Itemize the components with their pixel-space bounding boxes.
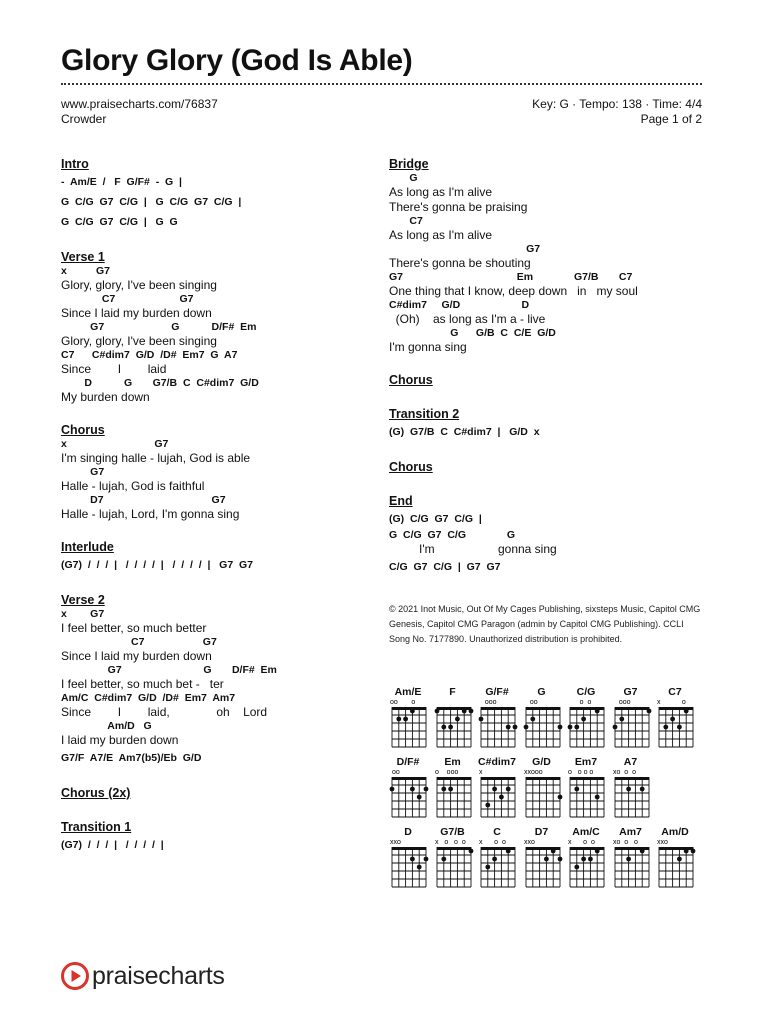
play-circle-icon <box>61 962 89 990</box>
section-verse-1 <box>61 249 381 422</box>
finger-dot <box>530 717 535 722</box>
open-muted-markers: x <box>479 769 483 776</box>
chord-line: x G7 <box>61 608 105 620</box>
section-title: Chorus <box>61 423 105 437</box>
finger-dot <box>468 849 473 854</box>
lyric-line: I feel better, so much better <box>61 621 207 635</box>
lyric-line: Since I laid, oh Lord <box>61 705 268 719</box>
chord-line: G7 G D/F# Em <box>61 664 277 676</box>
lyric-line: Since I laid my burden down <box>61 306 212 320</box>
section-title: Bridge <box>389 157 429 171</box>
chord-line: x G7 <box>61 438 169 450</box>
nut <box>392 707 426 710</box>
chord-diagram <box>656 686 696 754</box>
artist-name: Crowder <box>61 112 107 126</box>
fretboard <box>389 698 429 750</box>
lyric-line: One thing that I know, deep down in my soul <box>389 284 638 298</box>
fretboard <box>523 768 563 820</box>
nut <box>526 707 560 710</box>
chord-diagram-name: D <box>404 826 412 838</box>
nut <box>392 777 426 780</box>
open-muted-markers: oo <box>523 699 538 706</box>
chord-diagram-name: C7 <box>668 686 682 698</box>
chord-line: G C/G G7 C/G G <box>389 529 516 541</box>
lyric-line: Since I laid <box>61 362 167 376</box>
open-muted-markers: xo o o <box>612 839 638 846</box>
finger-dot <box>581 857 586 862</box>
chord-line: (G) C/G G7 C/G | <box>389 513 482 525</box>
open-muted-markers: x o o o <box>434 839 466 846</box>
chord-line: (G) G7/B C C#dim7 | G/D x <box>389 426 540 438</box>
chord-diagram-row <box>389 826 709 896</box>
finger-dot <box>506 849 511 854</box>
chord-diagram-name: G/D <box>532 756 551 768</box>
finger-dot <box>441 725 446 730</box>
open-muted-markers: o ooo <box>434 769 458 776</box>
finger-dot <box>544 857 549 862</box>
finger-dot <box>574 865 579 870</box>
open-muted-markers: xxooo <box>523 769 543 776</box>
finger-dot <box>417 865 422 870</box>
finger-dot <box>691 849 696 854</box>
chord-diagram <box>612 826 652 894</box>
finger-dot <box>677 857 682 862</box>
finger-dot <box>424 857 429 862</box>
chord-diagram <box>389 756 429 824</box>
fretboard <box>389 768 429 820</box>
section-title: Chorus <box>389 460 433 474</box>
finger-dot <box>448 787 453 792</box>
chord-line: (G7) / / / | / / / / | <box>61 839 164 851</box>
finger-dot <box>523 725 528 730</box>
section-title: Transition 1 <box>61 820 132 834</box>
chord-diagram <box>523 686 563 754</box>
open-muted-markers: xxo <box>523 839 535 846</box>
open-muted-markers: x o o <box>568 839 595 846</box>
chord-diagram <box>612 686 652 754</box>
lyric-line: Glory, glory, I've been singing <box>61 278 217 292</box>
finger-dot <box>396 717 401 722</box>
chord-diagram <box>612 756 652 824</box>
chord-diagram-name: Em7 <box>574 756 598 768</box>
finger-dot <box>557 795 562 800</box>
lyric-line: I feel better, so much bet - ter <box>61 677 224 691</box>
brand-name: praisecharts <box>92 962 225 990</box>
chord-diagram-name: C#dim7 <box>478 756 516 768</box>
section-intro <box>61 156 381 249</box>
chord-diagram-name: Am7 <box>619 826 642 838</box>
section-title: Interlude <box>61 540 114 554</box>
open-muted-markers: o o <box>568 699 592 706</box>
chord-diagram <box>523 756 563 824</box>
chord-line: C/G G7 C/G | G7 G7 <box>389 561 501 573</box>
fretboard <box>478 768 518 820</box>
fretboard <box>478 698 518 750</box>
finger-dot <box>595 849 600 854</box>
chord-diagram-name: D7 <box>534 826 549 838</box>
chord-diagram-name: F <box>449 686 456 698</box>
finger-dot <box>626 857 631 862</box>
finger-dot <box>390 787 395 792</box>
fretboard <box>612 698 652 750</box>
finger-dot <box>550 849 555 854</box>
lyric-line: I laid my burden down <box>61 733 179 747</box>
page-number: Page 1 of 2 <box>640 112 702 126</box>
chord-diagram <box>389 826 429 894</box>
chord-diagram <box>389 686 429 754</box>
nut <box>526 777 560 780</box>
chord-diagram-name: Em <box>444 756 461 768</box>
chord-line: C7 C#dim7 G/D /D# Em7 G A7 <box>61 349 238 361</box>
chord-diagram <box>656 826 696 894</box>
finger-dot <box>492 787 497 792</box>
finger-dot <box>639 787 644 792</box>
lyric-line: My burden down <box>61 390 150 404</box>
finger-dot <box>581 717 586 722</box>
fretboard <box>478 838 518 890</box>
finger-dot <box>612 725 617 730</box>
chord-line: G <box>389 172 418 184</box>
chord-diagram-name: Am/E <box>394 686 422 698</box>
finger-dot <box>595 795 600 800</box>
nut <box>392 847 426 850</box>
open-muted-markers: ooo <box>612 699 631 706</box>
chord-line: G7/F A7/E Am7(b5)/Eb G/D <box>61 752 202 764</box>
right-column <box>389 156 709 647</box>
fretboard <box>612 768 652 820</box>
fretboard <box>434 698 474 750</box>
lyric-line: As long as I'm alive <box>389 228 493 242</box>
chord-diagram-name: A7 <box>623 756 638 768</box>
finger-dot <box>410 787 415 792</box>
chord-diagram-name: Am/D <box>661 826 689 838</box>
nut <box>570 777 604 780</box>
section-title: End <box>389 494 413 508</box>
chord-line: - Am/E / F G/F# - G | <box>61 176 182 188</box>
chord-diagrams <box>389 686 709 896</box>
finger-dot <box>461 709 466 714</box>
nut <box>615 777 649 780</box>
chord-diagram-name: C <box>493 826 501 838</box>
chord-diagram <box>434 756 474 824</box>
finger-dot <box>492 857 497 862</box>
lyric-line: As long as I'm alive <box>389 185 493 199</box>
finger-dot <box>434 709 439 714</box>
chord-diagram-row <box>389 756 709 826</box>
chord-line: D7 G7 <box>61 494 226 506</box>
chord-line: C#dim7 G/D D <box>389 299 530 311</box>
section-transition-2 <box>389 406 709 459</box>
chord-line: C7 <box>389 215 423 227</box>
finger-dot <box>684 709 689 714</box>
chord-line: G7 <box>61 466 105 478</box>
chord-diagram-name: G <box>537 686 546 698</box>
section-title: Chorus (2x) <box>61 786 131 800</box>
chord-line: G7 Em G7/B C7 <box>389 271 633 283</box>
chord-diagram <box>478 826 518 894</box>
finger-dot <box>595 709 600 714</box>
chord-line: C7 G7 <box>61 636 217 648</box>
nut <box>481 707 515 710</box>
lyric-line: Halle - lujah, Lord, I'm gonna sing <box>61 507 240 521</box>
fretboard <box>523 838 563 890</box>
fretboard <box>656 838 696 890</box>
section-title: Verse 1 <box>61 250 105 264</box>
lyric-line: I'm gonna sing <box>389 340 467 354</box>
finger-dot <box>410 857 415 862</box>
fretboard <box>567 838 607 890</box>
section-bridge <box>389 156 709 372</box>
section-transition-1 <box>61 819 381 872</box>
nut <box>615 707 649 710</box>
finger-dot <box>574 725 579 730</box>
open-muted-markers: xxo <box>390 839 401 846</box>
section-title: Intro <box>61 157 89 171</box>
finger-dot <box>448 725 453 730</box>
finger-dot <box>455 717 460 722</box>
section-chorus <box>389 459 709 493</box>
lyric-line: Since I laid my burden down <box>61 649 212 663</box>
chord-diagram-name: G7/B <box>440 826 465 838</box>
finger-dot <box>506 725 511 730</box>
finger-dot <box>417 795 422 800</box>
chord-line: D G G7/B C C#dim7 G/D <box>61 377 259 389</box>
chord-diagram <box>567 686 607 754</box>
finger-dot <box>410 709 415 714</box>
fretboard <box>656 698 696 750</box>
chord-line: Am/C C#dim7 G/D /D# Em7 Am7 <box>61 692 236 704</box>
chord-diagram <box>434 686 474 754</box>
chord-line: C7 G7 <box>61 293 194 305</box>
open-muted-markers: oo o <box>390 699 416 706</box>
nut <box>437 847 471 850</box>
finger-dot <box>403 717 408 722</box>
chord-line: (G7) / / / | / / / / | / / / / | G7 G7 <box>61 559 254 571</box>
open-muted-markers: o o o o <box>568 769 594 776</box>
finger-dot <box>424 787 429 792</box>
fretboard <box>389 838 429 890</box>
lyric-line: I'm singing halle - lujah, God is able <box>61 451 251 465</box>
finger-dot <box>684 849 689 854</box>
nut <box>481 777 515 780</box>
lyric-line: There's gonna be praising <box>389 200 528 214</box>
finger-dot <box>588 857 593 862</box>
finger-dot <box>646 709 651 714</box>
section-title: Chorus <box>389 373 433 387</box>
fretboard <box>567 768 607 820</box>
fretboard <box>523 698 563 750</box>
finger-dot <box>639 849 644 854</box>
finger-dot <box>485 803 490 808</box>
key-tempo-time: Key: G · Tempo: 138 · Time: 4/4 <box>532 97 702 111</box>
chord-diagram-name: Am/C <box>572 826 600 838</box>
section-end <box>389 493 709 594</box>
open-muted-markers: xxo <box>657 839 668 846</box>
chord-diagram <box>478 756 518 824</box>
song-url[interactable]: www.praisecharts.com/76837 <box>61 97 218 111</box>
chord-diagram <box>567 756 607 824</box>
chord-line: G G/B C C/E G/D <box>389 327 556 339</box>
chord-line: G7 <box>389 243 541 255</box>
open-muted-markers: oo <box>390 769 400 776</box>
finger-dot <box>506 787 511 792</box>
section-verse-2 <box>61 592 381 785</box>
chord-diagram <box>567 826 607 894</box>
fretboard <box>434 838 474 890</box>
finger-dot <box>557 725 562 730</box>
finger-dot <box>441 857 446 862</box>
nut <box>437 777 471 780</box>
section-title: Verse 2 <box>61 593 105 607</box>
fretboard <box>567 698 607 750</box>
finger-dot <box>677 725 682 730</box>
chord-diagram-name: C/G <box>576 686 596 698</box>
finger-dot <box>663 725 668 730</box>
lyric-line: Halle - lujah, God is faithful <box>61 479 205 493</box>
copyright-notice: © 2021 Inot Music, Out Of My Cages Publishing, sixsteps Music, Capitol CMG Genesis, Capitol CMG Paragon (admin by Capitol CMG Publishing). CCLI Song No. 7177890. Unauthorized distribution is prohibited. <box>389 604 701 644</box>
chord-line: G C/G G7 C/G | G C/G G7 C/G | <box>61 196 242 208</box>
open-muted-markers: xo o o <box>612 769 636 776</box>
chord-diagram <box>478 686 518 754</box>
song-title: Glory Glory (God Is Able) <box>61 44 413 77</box>
chord-line: x G7 <box>61 265 111 277</box>
chord-line: G7 G D/F# Em <box>61 321 257 333</box>
finger-dot <box>479 717 484 722</box>
chord-diagram <box>434 826 474 894</box>
finger-dot <box>441 787 446 792</box>
finger-dot <box>513 725 518 730</box>
lyric-line: There's gonna be shouting <box>389 256 531 270</box>
section-chorus-2x <box>61 785 381 819</box>
title-dotted-divider <box>61 83 702 85</box>
finger-dot <box>485 865 490 870</box>
open-muted-markers: x o <box>657 699 686 706</box>
chord-diagram <box>523 826 563 894</box>
fretboard <box>612 838 652 890</box>
chord-diagram-name: G/F# <box>485 686 509 698</box>
chord-line: G C/G G7 C/G | G G <box>61 216 178 228</box>
finger-dot <box>626 787 631 792</box>
finger-dot <box>468 709 473 714</box>
left-column <box>61 156 381 872</box>
open-muted-markers: ooo <box>479 699 497 706</box>
finger-dot <box>499 795 504 800</box>
fretboard <box>434 768 474 820</box>
lyric-line: Glory, glory, I've been singing <box>61 334 217 348</box>
section-interlude <box>61 539 381 592</box>
finger-dot <box>619 717 624 722</box>
finger-dot <box>557 857 562 862</box>
finger-dot <box>568 725 573 730</box>
chord-diagram-row <box>389 686 709 756</box>
finger-dot <box>574 787 579 792</box>
chord-diagram-name: G7 <box>623 686 638 698</box>
chord-line: Am/D G <box>61 720 152 732</box>
chord-diagram-name: D/F# <box>396 756 420 768</box>
finger-dot <box>670 717 675 722</box>
lyric-line: (Oh) as long as I'm a - live <box>389 312 546 326</box>
lyric-line: I'm gonna sing <box>389 542 557 556</box>
section-chorus <box>61 422 381 539</box>
open-muted-markers: x o o <box>479 839 506 846</box>
section-title: Transition 2 <box>389 407 460 421</box>
section-chorus <box>389 372 709 406</box>
